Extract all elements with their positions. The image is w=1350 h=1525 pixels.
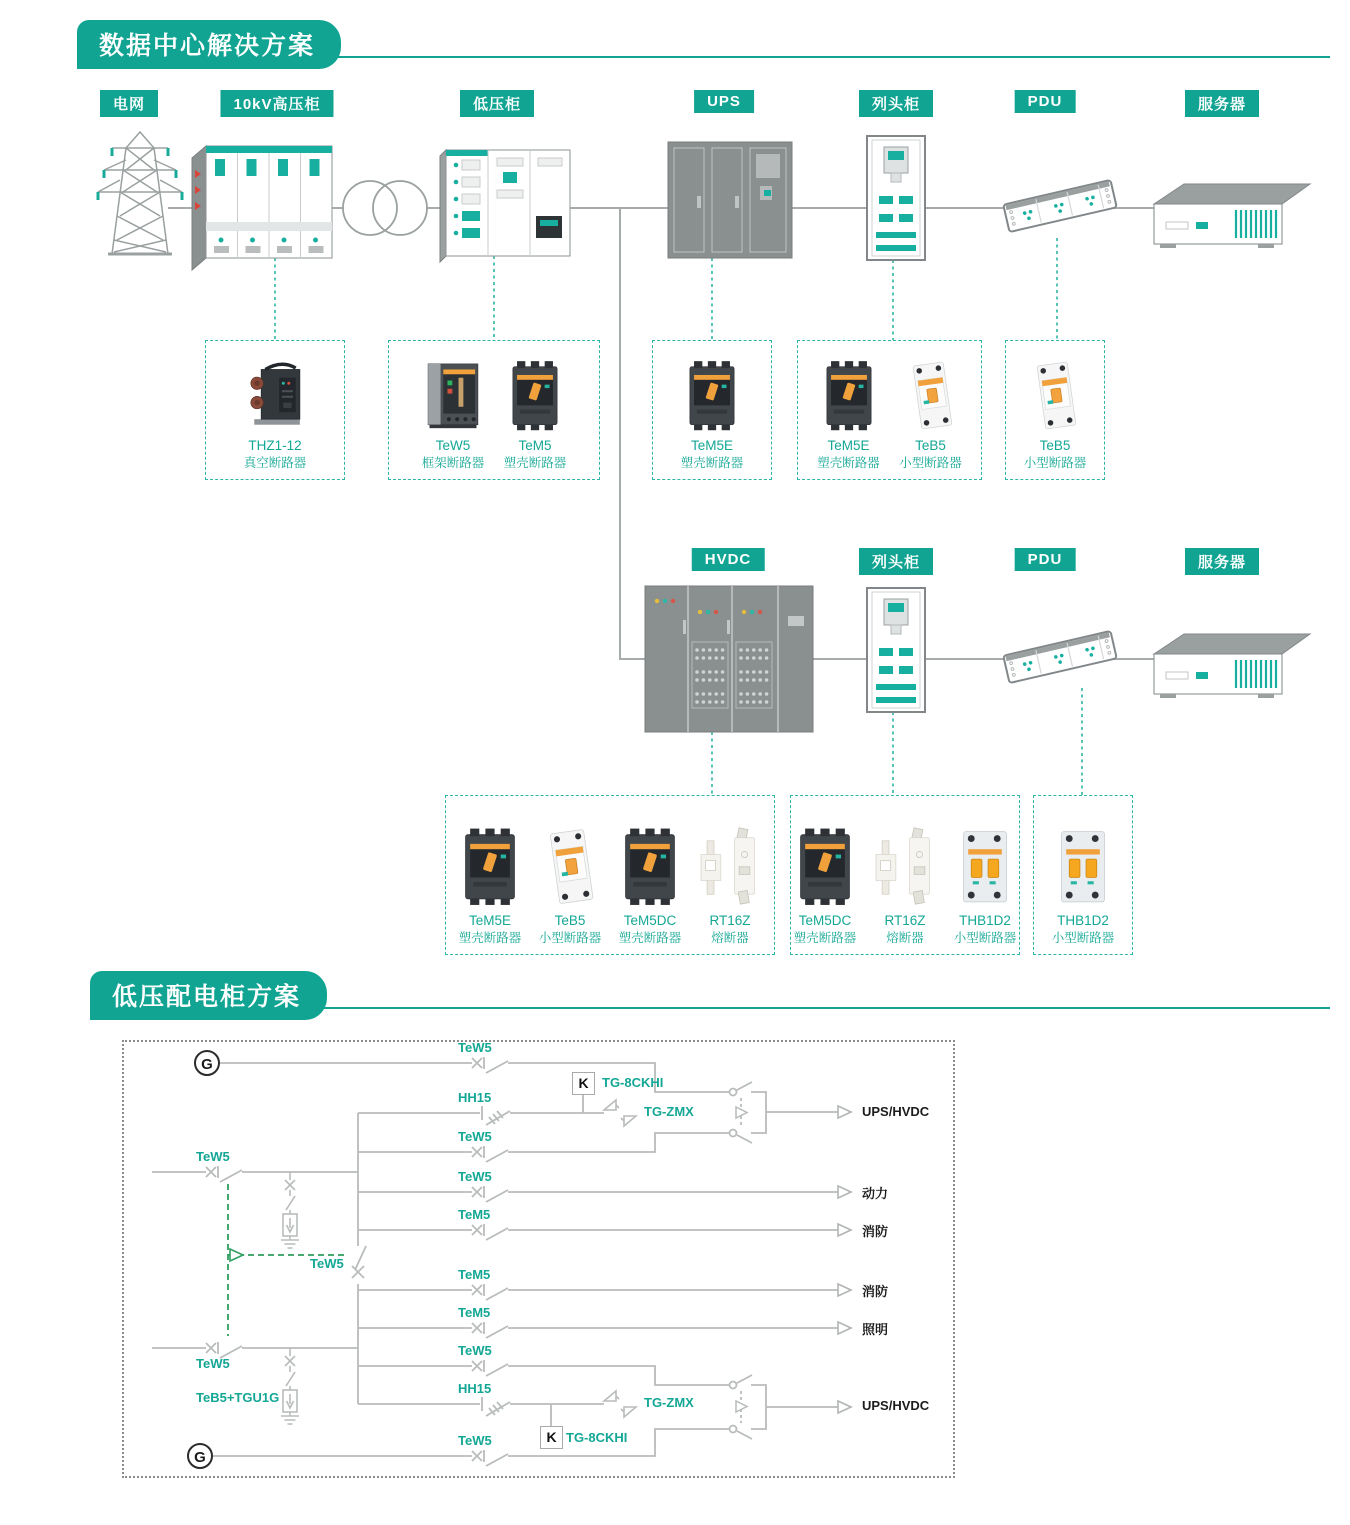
flow1-label-rowcab: 列头柜 xyxy=(859,90,933,117)
product-type: 塑壳断路器 xyxy=(680,455,744,470)
product-tem5dc xyxy=(611,824,689,946)
transformer xyxy=(343,181,427,235)
product-model: TeB5 xyxy=(915,437,946,453)
product-type: 塑壳断路器 xyxy=(458,930,522,945)
flow2-label-rowcab: 列头柜 xyxy=(859,548,933,575)
label-tg8ckhi-1: TG-8CKHI xyxy=(602,1075,664,1090)
product-rt16z xyxy=(691,824,769,946)
pdu-strip-1 xyxy=(1003,180,1116,232)
flow2-label-pdu: PDU xyxy=(1015,548,1076,571)
product-model: THB1D2 xyxy=(1057,912,1109,928)
relay-k-box-1: K xyxy=(572,1072,595,1095)
label-tem5-fire2: TeM5 xyxy=(458,1267,491,1282)
callout-hv-products xyxy=(205,340,345,480)
product-model: TeW5 xyxy=(435,437,471,453)
mccb-icon xyxy=(786,824,864,908)
row-head-cabinet-1 xyxy=(867,136,925,260)
product-type: 框架断路器 xyxy=(421,455,485,470)
section2-title-rule xyxy=(300,1007,1330,1009)
label-tew5-incomer1: TeW5 xyxy=(196,1149,230,1164)
product-teb5 xyxy=(891,357,971,471)
product-tem5e xyxy=(451,824,529,946)
mccb-icon xyxy=(451,824,529,908)
mccb-icon xyxy=(672,357,752,433)
ups-cabinet xyxy=(668,142,792,258)
product-rt16z xyxy=(866,824,944,946)
label-tg8ckhi-2: TG-8CKHI xyxy=(566,1430,628,1445)
output-fire-2: 消防 xyxy=(862,1284,889,1299)
callout-rowcab-products xyxy=(797,340,982,480)
product-model: TeM5E xyxy=(468,912,512,928)
hv-switchgear xyxy=(192,146,332,270)
product-thb1d2 xyxy=(1044,824,1122,946)
product-model: TeM5 xyxy=(518,437,552,453)
product-model: THB1D2 xyxy=(959,912,1011,928)
label-hh15-2: HH15 xyxy=(458,1381,492,1396)
flow1-label-server: 服务器 xyxy=(1185,90,1259,117)
label-teb5-tgu1g: TeB5+TGU1G xyxy=(196,1390,280,1405)
callout-ups-products xyxy=(652,340,772,480)
label-tew5-incomer2: TeW5 xyxy=(196,1356,230,1371)
callout-hvdc-products xyxy=(445,795,775,955)
product-tem5 xyxy=(495,357,575,471)
schematic-border xyxy=(122,1040,955,1478)
output-power: 动力 xyxy=(862,1186,889,1201)
generator-symbol-2: G xyxy=(187,1443,213,1469)
product-thb1d2 xyxy=(946,824,1024,946)
product-type: 小型断路器 xyxy=(1023,455,1087,470)
output-ups-hvdc-1: UPS/HVDC xyxy=(862,1104,930,1119)
server-1 xyxy=(1154,184,1310,248)
flow2-label-hvdc: HVDC xyxy=(692,548,765,571)
product-model: THZ1-12 xyxy=(248,437,302,453)
section1-title-rule xyxy=(315,56,1330,58)
label-hh15-1: HH15 xyxy=(458,1090,492,1105)
product-model: TeM5DC xyxy=(798,912,852,928)
label-tew5-power: TeW5 xyxy=(458,1169,492,1184)
power-grid-tower xyxy=(98,132,182,254)
product-teb5 xyxy=(1015,357,1095,471)
product-type: 塑壳断路器 xyxy=(618,930,682,945)
product-model: TeB5 xyxy=(554,912,586,928)
generator-symbol-1: G xyxy=(194,1050,220,1076)
section1-title: 数据中心解决方案 xyxy=(77,20,341,69)
output-lighting: 照明 xyxy=(862,1322,889,1337)
product-type: 塑壳断路器 xyxy=(503,455,567,470)
server-2 xyxy=(1154,634,1310,698)
product-thz1-12 xyxy=(235,357,315,471)
product-tem5e xyxy=(809,357,889,471)
output-ups-hvdc-2: UPS/HVDC xyxy=(862,1398,930,1413)
label-tew5-ups1: TeW5 xyxy=(458,1129,492,1144)
row-head-cabinet-2 xyxy=(867,588,925,712)
product-model: TeM5DC xyxy=(623,912,677,928)
mccb-icon xyxy=(611,824,689,908)
mini-breaker-icon xyxy=(1044,824,1122,908)
frame-breaker-icon xyxy=(413,357,493,433)
product-type: 塑壳断路器 xyxy=(793,930,857,945)
hvdc-cabinet xyxy=(645,586,813,732)
vacuum-breaker-icon xyxy=(235,357,315,433)
lv-switchgear xyxy=(440,150,570,262)
product-type: 小型断路器 xyxy=(899,455,962,470)
relay-k-box-2: K xyxy=(540,1426,563,1449)
product-tew5 xyxy=(413,357,493,471)
product-model: TeB5 xyxy=(1039,437,1071,453)
mini-breaker-icon xyxy=(531,824,609,908)
label-tew5-gen1: TeW5 xyxy=(458,1040,492,1055)
product-tem5e xyxy=(672,357,752,471)
label-tew5-tie: TeW5 xyxy=(310,1256,344,1271)
flow1-label-ups: UPS xyxy=(694,90,754,113)
product-model: RT16Z xyxy=(709,912,751,928)
product-type: 小型断路器 xyxy=(538,930,602,945)
mccb-icon xyxy=(809,357,889,433)
fuse-icon xyxy=(866,824,944,908)
label-tgzmx-1: TG-ZMX xyxy=(644,1104,694,1119)
flow1-label-lv-cabinet: 低压柜 xyxy=(460,90,534,117)
mini-breaker-icon xyxy=(946,824,1024,908)
product-type: 真空断路器 xyxy=(243,455,307,470)
pdu-strip-2 xyxy=(1003,631,1116,683)
label-tew5-gen2: TeW5 xyxy=(458,1433,492,1448)
mini-breaker-icon xyxy=(1015,357,1095,433)
label-tem5-light: TeM5 xyxy=(458,1305,491,1320)
product-type: 塑壳断路器 xyxy=(817,455,880,470)
product-type: 小型断路器 xyxy=(1051,930,1115,945)
section2-title: 低压配电柜方案 xyxy=(90,971,327,1020)
label-tgzmx-2: TG-ZMX xyxy=(644,1395,694,1410)
product-type: 小型断路器 xyxy=(953,930,1017,945)
product-teb5 xyxy=(531,824,609,946)
flow1-label-pdu: PDU xyxy=(1015,90,1076,113)
callout-lv-products xyxy=(388,340,600,480)
flow1-label-grid: 电网 xyxy=(100,90,158,117)
product-model: TeM5E xyxy=(827,437,870,453)
product-tem5dc xyxy=(786,824,864,946)
product-type: 熔断器 xyxy=(711,930,749,945)
label-tem5-fire1: TeM5 xyxy=(458,1207,491,1222)
callout-pdu2-products xyxy=(1033,795,1133,955)
mini-breaker-icon xyxy=(891,357,971,433)
callout-rowcab2-products xyxy=(790,795,1020,955)
fuse-icon xyxy=(691,824,769,908)
product-type: 熔断器 xyxy=(886,930,924,945)
callout-pdu-products xyxy=(1005,340,1105,480)
product-model: RT16Z xyxy=(884,912,926,928)
label-tew5-ups2: TeW5 xyxy=(458,1343,492,1358)
output-fire-1: 消防 xyxy=(862,1224,889,1239)
product-model: TeM5E xyxy=(690,437,734,453)
flow2-label-server: 服务器 xyxy=(1185,548,1259,575)
flow1-label-hv-cabinet: 10kV高压柜 xyxy=(220,90,333,117)
mccb-icon xyxy=(495,357,575,433)
